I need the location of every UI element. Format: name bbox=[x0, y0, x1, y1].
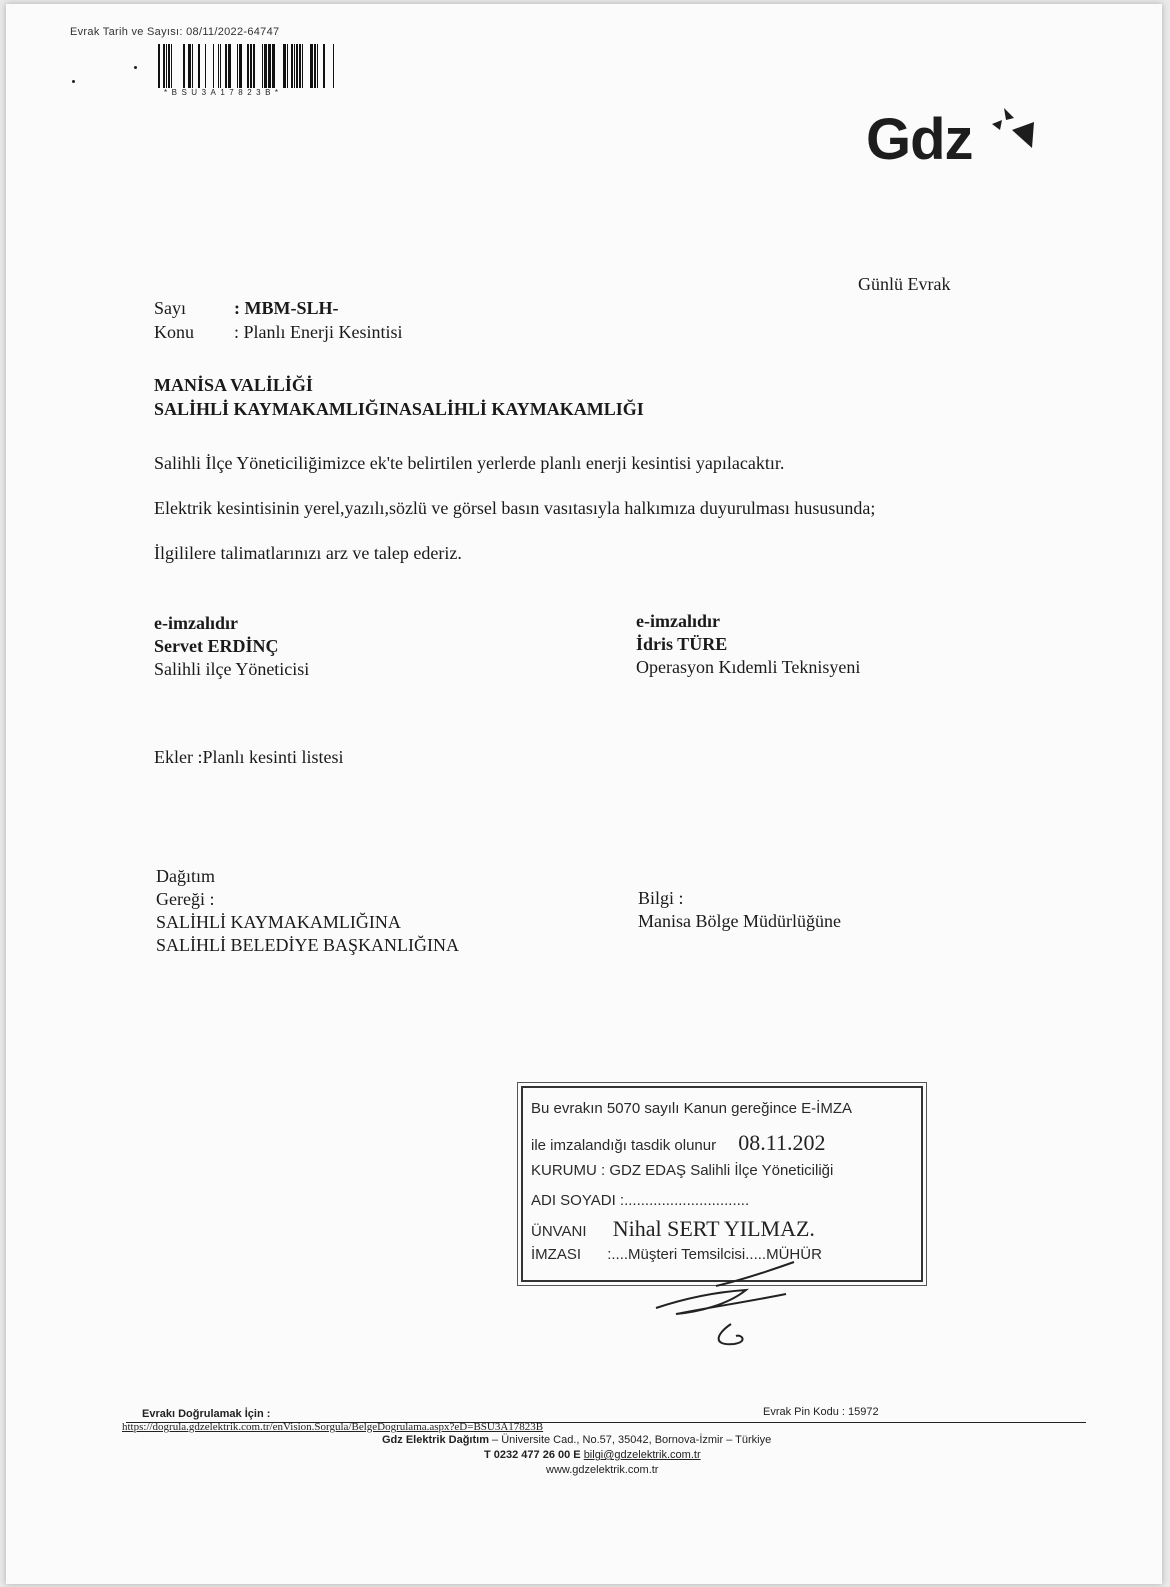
bilgi-item: Manisa Bölge Müdürlüğüne bbox=[638, 911, 841, 931]
signature-status: e-imzalıdır bbox=[154, 613, 238, 633]
distribution-geregi bbox=[156, 865, 459, 957]
geregi-item: SALİHLİ BELEDİYE BAŞKANLIĞINA bbox=[156, 935, 459, 955]
logo-arrows-icon bbox=[978, 104, 1038, 164]
konu-value: : Planlı Enerji Kesintisi bbox=[234, 322, 403, 342]
stamp-line bbox=[531, 1162, 833, 1179]
recipient-line: SALİHLİ KAYMAKAMLIĞINASALİHLİ KAYMAKAMLIĞI bbox=[154, 399, 644, 419]
meta-block bbox=[154, 296, 403, 344]
stamp-label: ADI SOYADI bbox=[531, 1192, 616, 1209]
signature-title: Operasyon Kıdemli Teknisyeni bbox=[636, 657, 861, 677]
signature-name: İdris TÜRE bbox=[636, 634, 728, 654]
stamp-label: İMZASI bbox=[531, 1246, 582, 1263]
stamp-line bbox=[531, 1130, 825, 1156]
signature-left bbox=[154, 612, 309, 681]
signature-name: Servet ERDİNÇ bbox=[154, 636, 279, 656]
email-link[interactable]: bilgi@gdzelektrik.com.tr bbox=[583, 1449, 701, 1461]
logo-text: Gdz bbox=[866, 107, 973, 172]
stamp-line bbox=[531, 1216, 815, 1242]
barcode bbox=[158, 44, 342, 88]
bilgi-label: Bilgi : bbox=[638, 888, 684, 908]
website-link[interactable]: www.gdzelektrik.com.tr bbox=[546, 1464, 659, 1476]
pin-code: Evrak Pin Kodu : 15972 bbox=[763, 1406, 879, 1418]
body-paragraph: Salihli İlçe Yöneticiliğimizce ek'te belirtilen yerlerde planlı enerji kesintisi yapılacaktır. bbox=[154, 453, 785, 473]
company-address bbox=[382, 1434, 771, 1446]
ekler: Ekler :Planlı kesinti listesi bbox=[154, 747, 344, 767]
stamp-value: Nihal SERT YILMAZ. bbox=[612, 1216, 815, 1241]
body-paragraph: Elektrik kesintisinin yerel,yazılı,sözlü ve görsel basın vasıtasıyla halkımıza duyurulması hususunda; bbox=[154, 498, 876, 518]
geregi-item: SALİHLİ KAYMAKAMLIĞINA bbox=[156, 912, 401, 932]
verify-label: Evrakı Doğrulamak İçin : bbox=[142, 1408, 271, 1420]
sayi-value: : MBM-SLH- bbox=[234, 298, 339, 318]
company-name: Gdz Elektrik Dağıtım bbox=[382, 1434, 489, 1446]
evrak-tarih-sayisi: Evrak Tarih ve Sayısı: 08/11/2022-64747 bbox=[70, 26, 280, 38]
signature-right bbox=[636, 610, 860, 679]
signature-title: Salihli ilçe Yöneticisi bbox=[154, 659, 310, 679]
stamp-line bbox=[531, 1192, 749, 1209]
verify-url-link[interactable]: https://dogrula.gdzelektrik.com.tr/enVision.Sorgula/BelgeDogrulama.aspx?eD=BSU3A17823B bbox=[122, 1421, 544, 1433]
sayi-label: Sayı bbox=[154, 298, 187, 318]
stamp-value: :....Müşteri Temsilcisi.....MÜHÜR bbox=[607, 1246, 822, 1263]
document-page bbox=[6, 4, 1162, 1584]
stamp-line: Bu evrakın 5070 sayılı Kanun gereğince E-İMZA bbox=[531, 1100, 853, 1117]
distribution-bilgi bbox=[638, 887, 841, 933]
distribution-heading: Dağıtım bbox=[156, 866, 215, 886]
barcode-text: *BSU3A17823B* bbox=[164, 88, 283, 97]
recipient-line: MANİSA VALİLİĞİ bbox=[154, 375, 313, 395]
handwritten-signature bbox=[646, 1250, 816, 1350]
stamp-date: 08.11.202 bbox=[738, 1130, 826, 1155]
stamp-label: ÜNVANI bbox=[531, 1223, 587, 1240]
contact-line bbox=[484, 1449, 701, 1461]
stamp-line-prefix: ile imzalandığı tasdik olunur bbox=[531, 1137, 717, 1154]
priority-label: Günlü Evrak bbox=[858, 274, 951, 294]
recipient-block bbox=[154, 373, 644, 421]
signature-status: e-imzalıdır bbox=[636, 611, 720, 631]
gdz-logo bbox=[866, 104, 1036, 176]
stamp-value: : GDZ EDAŞ Salihli İlçe Yöneticiliği bbox=[601, 1162, 834, 1179]
address-text: – Üniversite Cad., No.57, 35042, Bornova-İzmir – Türkiye bbox=[488, 1434, 772, 1446]
scan-dot bbox=[134, 66, 137, 69]
phone-text: T 0232 477 26 00 E bbox=[484, 1449, 584, 1461]
stamp-value: :.............................. bbox=[619, 1192, 750, 1209]
body-paragraph: İlgililere talimatlarınızı arz ve talep ederiz. bbox=[154, 543, 462, 563]
konu-label: Konu bbox=[154, 322, 194, 342]
stamp-label: KURUMU bbox=[531, 1162, 597, 1179]
geregi-label: Gereği : bbox=[156, 889, 215, 909]
scan-dot bbox=[72, 80, 75, 83]
